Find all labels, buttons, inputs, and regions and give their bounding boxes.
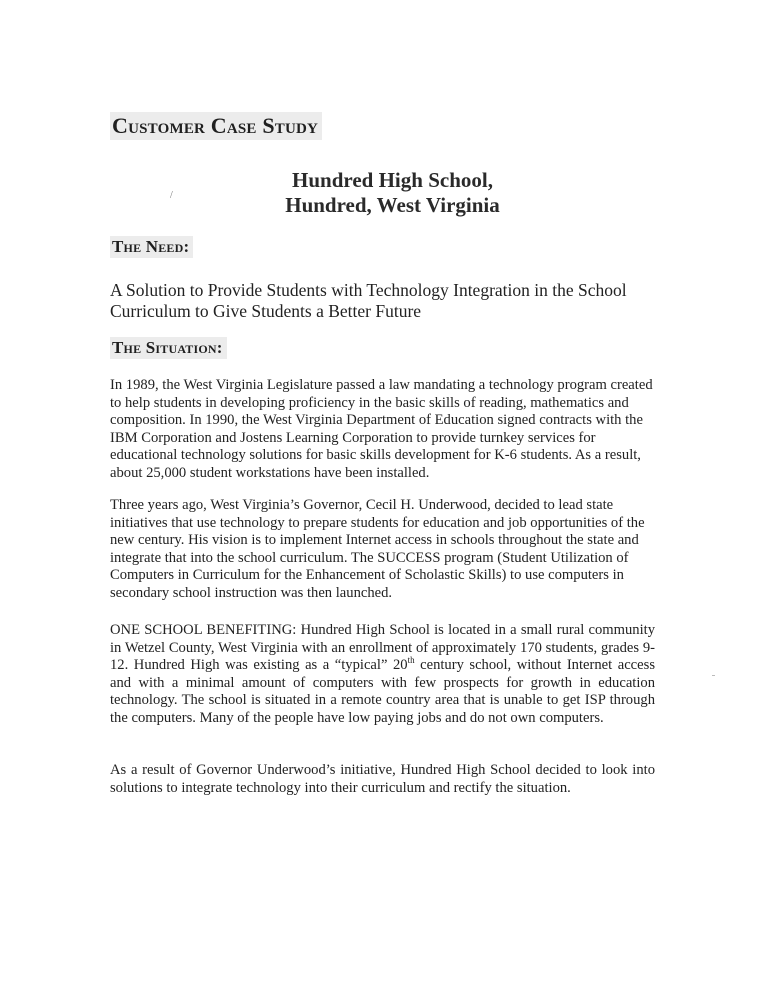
- case-study-header: Customer Case Study: [110, 112, 322, 140]
- situation-paragraph-1: In 1989, the West Virginia Legislature passed a law mandating a technology program created to help students in developing proficiency in the basic skills of reading, mathematics and composition. In 1990, the West Virginia Department of Education signed contracts with the IBM Corporation and Jostens Learning Corporation to provide turnkey services for educational technology solutions for basic skills development for K-6 students. As a result, about 25,000 student workstations have been installed.: [110, 377, 653, 481]
- p3-text-before: ONE SCHOOL BENEFITING: Hundred High School is located in a small rural community in Wetzel County, West Virginia with an enrollment of approximately 170 students, grades 9-12. Hundred High was existing as a “typical” 20: [110, 622, 655, 674]
- scan-artifact: [712, 675, 715, 676]
- situation-paragraph-4: As a result of Governor Underwood’s initiative, Hundred High School decided to look into solutions to integrate technology into their curriculum and rectify the situation.: [110, 762, 655, 796]
- need-statement: A Solution to Provide Students with Technology Integration in the School Curriculum to Give Students a Better Future: [110, 280, 627, 321]
- title-line-1: Hundred High School,: [292, 168, 493, 192]
- document-title: [0, 168, 765, 218]
- need-heading: The Need:: [110, 236, 193, 258]
- ordinal-suffix: th: [407, 655, 415, 666]
- situation-heading: The Situation:: [110, 337, 227, 359]
- p3-text-after: century school, without Internet access and with a minimal amount of computers with few prospects for growth in education technology. The school is situated in a remote country area that is unable to get ISP through the computers. Many of the people have low paying jobs and do not own computers.: [110, 657, 655, 726]
- title-line-2: Hundred, West Virginia: [285, 193, 500, 217]
- situation-paragraph-2: Three years ago, West Virginia’s Governor, Cecil H. Underwood, decided to lead state initiatives that use technology to prepare students for education and job opportunities of the new century. His vision is to implement Internet access in schools throughout the state and integrate that into the school curriculum. The SUCCESS program (Student Utilization of Computers in Curriculum for the Enhancement of Scholastic Skills) to use computers in secondary school instruction was then launched.: [110, 497, 645, 601]
- situation-paragraph-3: [110, 622, 655, 728]
- scan-mark: /: [170, 190, 173, 201]
